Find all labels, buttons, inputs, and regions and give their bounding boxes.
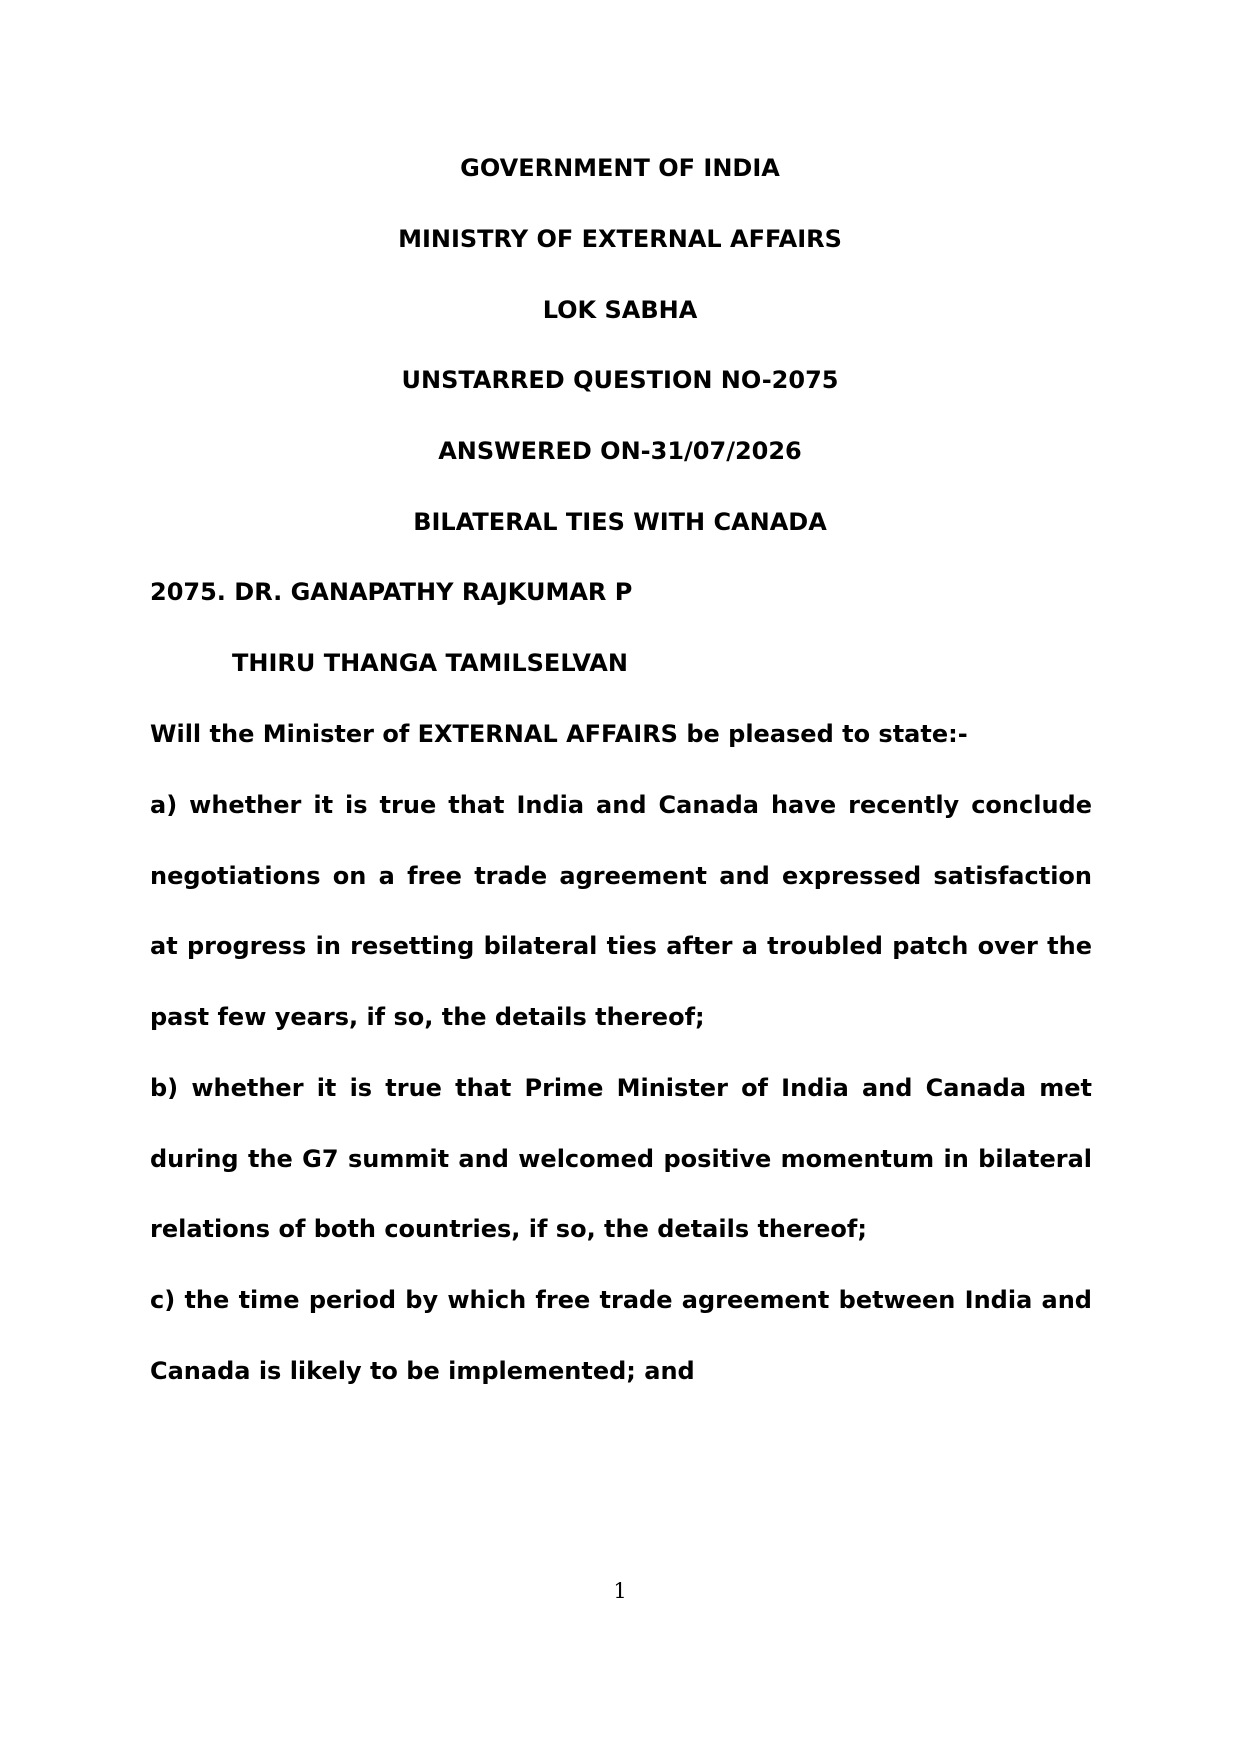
page-number: 1 xyxy=(613,1579,627,1603)
question-number-heading: UNSTARRED QUESTION NO-2075 xyxy=(401,366,839,394)
question-line: at progress in resetting bilateral ties after a troubled patch over the xyxy=(150,932,1092,960)
question-line: negotiations on a free trade agreement and expressed satisfaction xyxy=(150,862,1092,890)
question-line: during the G7 summit and welcomed positive momentum in bilateral xyxy=(150,1145,1092,1173)
government-heading: GOVERNMENT OF INDIA xyxy=(460,154,780,182)
question-line: c) the time period by which free trade agreement between India and xyxy=(150,1286,1092,1314)
question-line: past few years, if so, the details thereof; xyxy=(150,1003,705,1031)
ministry-heading: MINISTRY OF EXTERNAL AFFAIRS xyxy=(398,225,842,253)
house-heading: LOK SABHA xyxy=(542,296,698,324)
question-line: a) whether it is true that India and Canada have recently conclude xyxy=(150,791,1092,819)
subject-heading: BILATERAL TIES WITH CANADA xyxy=(413,508,827,536)
asker-first: 2075. DR. GANAPATHY RAJKUMAR P xyxy=(150,578,633,606)
asker-second: THIRU THANGA TAMILSELVAN xyxy=(232,649,628,677)
question-line: Canada is likely to be implemented; and xyxy=(150,1357,695,1385)
answered-date-heading: ANSWERED ON-31/07/2026 xyxy=(438,437,802,465)
question-line: b) whether it is true that Prime Minister of India and Canada met xyxy=(150,1074,1092,1102)
question-intro: Will the Minister of EXTERNAL AFFAIRS be pleased to state:- xyxy=(150,720,968,748)
question-line: relations of both countries, if so, the details thereof; xyxy=(150,1215,867,1243)
